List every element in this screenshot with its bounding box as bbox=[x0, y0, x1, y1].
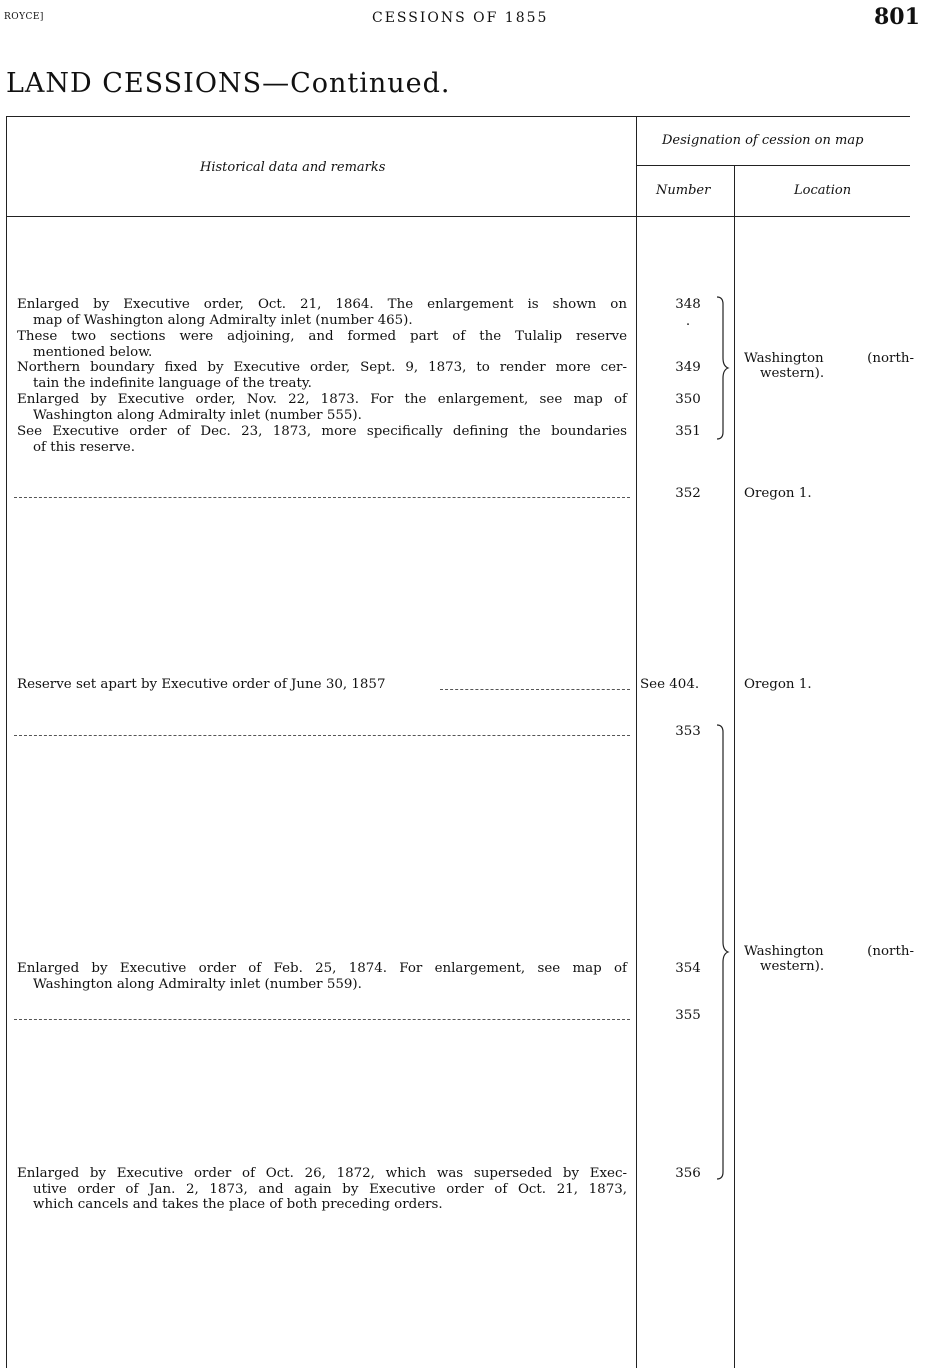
leader-dots bbox=[440, 689, 630, 690]
remark-line: map of Washington along Admiralty inlet (number 465). bbox=[33, 312, 413, 328]
cession-number: 353 bbox=[675, 724, 701, 739]
cession-number: 356 bbox=[675, 1166, 701, 1181]
header-designation: Designation of cession on map bbox=[662, 133, 864, 148]
leader-dots bbox=[14, 497, 630, 498]
remark-line: Enlarged by Executive order of Oct. 26, 1872, which was superseded by Exec- bbox=[17, 1166, 627, 1181]
remark-line: These two sections were adjoining, and formed part of the Tulalip reserve bbox=[17, 329, 627, 344]
header-remarks: Historical data and remarks bbox=[200, 160, 386, 175]
remark-row-350 bbox=[17, 392, 627, 423]
leader-dots bbox=[14, 1019, 630, 1020]
remark-line: of this reserve. bbox=[33, 439, 135, 455]
cession-number: . bbox=[685, 314, 691, 329]
designation-rule bbox=[637, 165, 910, 166]
page-title: LAND CESSIONS—Continued. bbox=[6, 68, 451, 99]
location-oregon-1 bbox=[744, 486, 914, 501]
location-washington-2 bbox=[744, 944, 914, 974]
remark-line: utive order of Jan. 2, 1873, and again by Executive order of Oct. 21, 1873, bbox=[33, 1181, 627, 1197]
number-location-divider bbox=[734, 166, 735, 1368]
remark-row-354 bbox=[17, 961, 627, 992]
remark-line: Enlarged by Executive order, Oct. 21, 1864. The enlargement is shown on bbox=[17, 297, 627, 312]
remark-row-351 bbox=[17, 424, 627, 455]
cession-number: See 404. bbox=[640, 677, 700, 692]
running-head-title: CESSIONS OF 1855 bbox=[372, 10, 549, 26]
remark-row-348 bbox=[17, 297, 627, 328]
remark-line: See Executive order of Dec. 23, 1873, more specifically defining the boundaries bbox=[17, 424, 627, 439]
remark-line: Northern boundary fixed by Executive order, Sept. 9, 1873, to render more cer- bbox=[17, 360, 627, 375]
cession-number: 348 bbox=[675, 297, 701, 312]
header-location: Location bbox=[794, 183, 852, 198]
remarks-number-divider bbox=[636, 116, 637, 1368]
remark-line: Reserve set apart by Executive order of June 30, 1857 bbox=[17, 677, 386, 692]
remark-line: which cancels and takes the place of both preceding orders. bbox=[33, 1197, 443, 1212]
location-line: western). bbox=[760, 366, 825, 381]
header-number: Number bbox=[656, 183, 711, 198]
cession-number: 354 bbox=[675, 961, 701, 976]
location-washington-1 bbox=[744, 351, 914, 381]
remark-line: Enlarged by Executive order of Feb. 25, 1874. For enlargement, see map of bbox=[17, 961, 627, 976]
brace-348-351 bbox=[716, 296, 730, 440]
running-head-author: ROYCE] bbox=[4, 12, 44, 22]
header-bottom-rule bbox=[6, 216, 910, 217]
remark-row-349 bbox=[17, 360, 627, 391]
remark-line: Enlarged by Executive order, Nov. 22, 1873. For the enlargement, see map of bbox=[17, 392, 627, 407]
left-border bbox=[6, 116, 7, 1368]
remark-row-sections bbox=[17, 329, 627, 360]
location-line: Washington (north- bbox=[744, 351, 914, 366]
remark-line: tain the indefinite language of the treaty. bbox=[33, 375, 312, 391]
location-oregon-2 bbox=[744, 677, 914, 692]
remark-line: Washington along Admiralty inlet (number 555). bbox=[33, 407, 362, 423]
cession-number: 351 bbox=[675, 424, 701, 439]
location-line: western). bbox=[760, 959, 825, 974]
table-top-rule bbox=[6, 116, 910, 117]
cession-number: 352 bbox=[675, 486, 701, 501]
location-line: Oregon 1. bbox=[744, 677, 812, 692]
remark-line: Washington along Admiralty inlet (number 559). bbox=[33, 976, 362, 992]
cession-number: 355 bbox=[675, 1008, 701, 1023]
leader-dots bbox=[14, 735, 630, 736]
cession-number: 350 bbox=[675, 392, 701, 407]
remark-line: mentioned below. bbox=[33, 344, 153, 360]
location-line: Oregon 1. bbox=[744, 486, 812, 501]
page-number: 801 bbox=[874, 4, 920, 30]
cession-number: 349 bbox=[675, 360, 701, 375]
remark-row-reserve-1857 bbox=[17, 677, 627, 693]
brace-353-356 bbox=[716, 724, 730, 1180]
remark-row-356 bbox=[17, 1166, 627, 1213]
location-line: Washington (north- bbox=[744, 944, 914, 959]
